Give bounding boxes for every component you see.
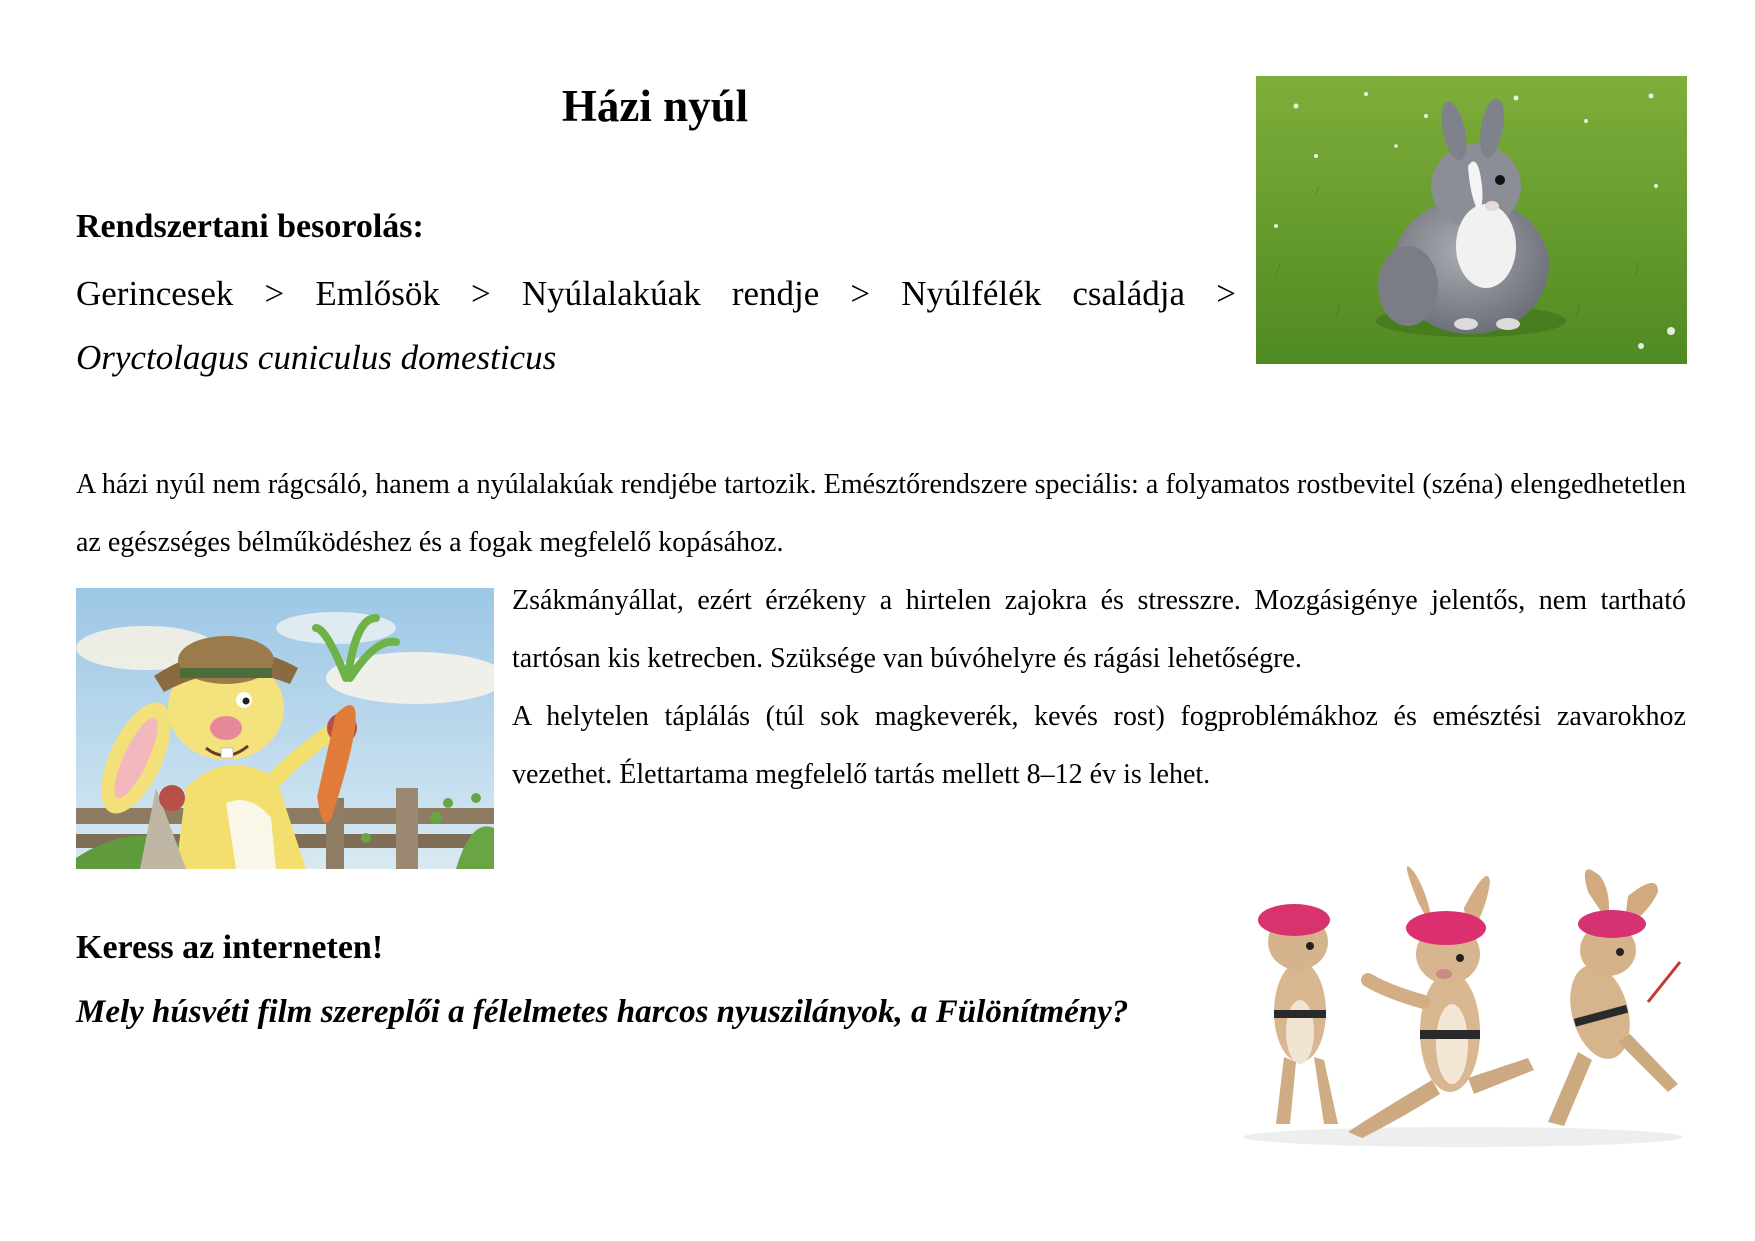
taxon-order-word: Nyúlalakúak [521, 274, 701, 313]
scientific-name: Oryctolagus cuniculus domesticus [76, 338, 557, 377]
gray-rabbit-photo [1256, 76, 1687, 364]
taxon-separator: > [850, 274, 871, 313]
page-title: Házi nyúl [561, 81, 749, 131]
classification-heading: Rendszertani besorolás: [76, 208, 424, 245]
taxon-separator: > [471, 274, 491, 313]
search-heading: Keress az interneten! [76, 929, 384, 966]
taxon-family-word: Nyúlfélék [901, 274, 1042, 313]
taxon-mammals: Emlősök [315, 274, 440, 313]
paragraph-biology: A házi nyúl nem rágcsáló, hanem a nyúlalakúak rendjébe tartozik. Emésztőrendszere speciális: a folyamatos rostbevitel (széna) elengedhetetlen az egészséges bélműködéshez és a fogak megfelelő kopásához. [76, 469, 1686, 558]
search-question: Mely húsvéti film szereplői a félelmetes harcos nyuszilányok, a Fülönítmény? [76, 994, 1129, 1030]
taxon-vertebrates: Gerincesek [76, 274, 234, 313]
paragraph-feeding: A helytelen táplálás (túl sok magkeverék, kevés rost) fogproblémákhoz és emésztési zavarokhoz vezethet. Élettartama megfelelő tartás mellett 8–12 év is lehet. [512, 701, 1686, 790]
taxonomy-path [76, 274, 1236, 314]
taxon-separator: > [264, 274, 285, 313]
warrior-bunnies-image [1228, 862, 1698, 1147]
taxon-order-suffix: rendje [731, 274, 820, 313]
taxon-family-suffix: családja [1072, 274, 1186, 313]
paragraph-behaviour: Zsákmányállat, ezért érzékeny a hirtelen zajokra és stresszre. Mozgásigénye jelentős, nem tartható tartósan kis ketrecben. Szüksége van búvóhelyre és rágási lehetőségre. [512, 585, 1686, 674]
cartoon-rabbit-image [76, 588, 494, 869]
taxon-separator: > [1216, 274, 1236, 313]
